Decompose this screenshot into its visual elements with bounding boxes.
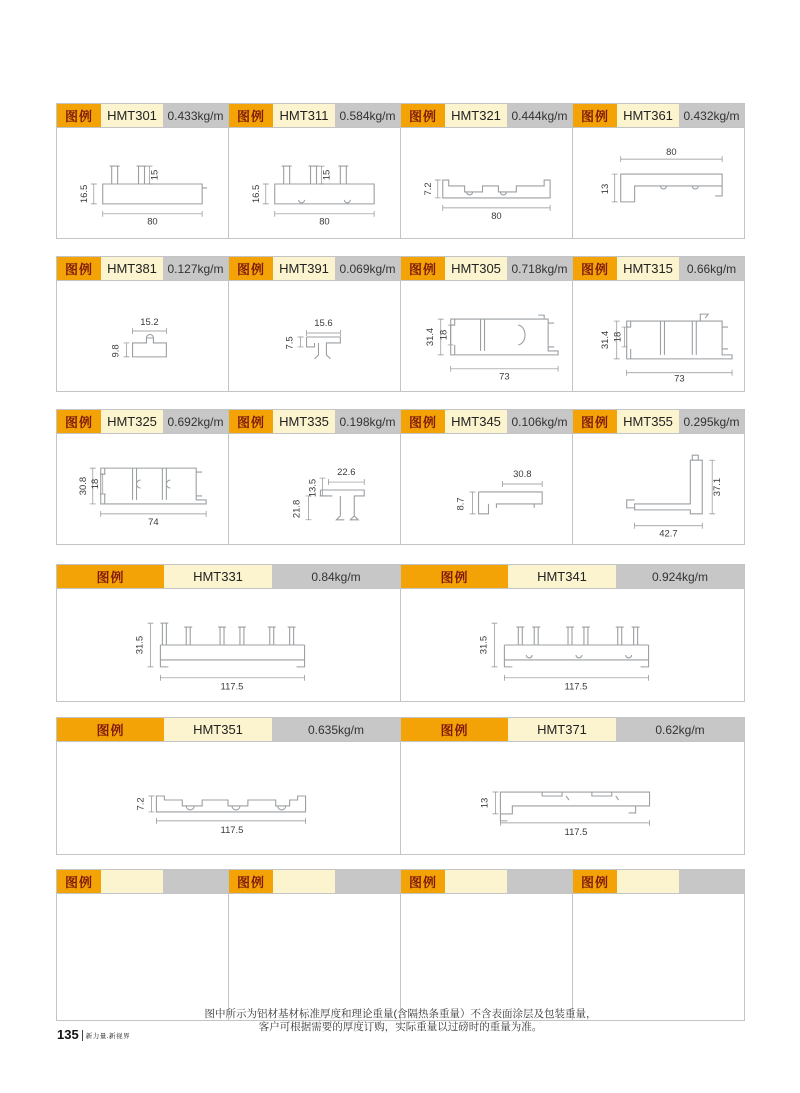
dimension-lines (91, 166, 202, 217)
profile-cell (56, 869, 229, 1021)
model-label: HMT301 (101, 104, 163, 127)
legend-badge: 图例 (57, 565, 164, 588)
profile-cell (400, 409, 573, 545)
legend-badge: 图例 (401, 104, 445, 127)
model-label: HMT371 (508, 718, 616, 741)
profile-cell (228, 409, 401, 545)
profile-cross-section (573, 128, 744, 238)
profile-cell (228, 256, 401, 392)
model-label: HMT315 (617, 257, 679, 280)
cell-header (573, 104, 744, 127)
profile-outline (156, 796, 305, 812)
model-label (617, 870, 679, 893)
dimension-label: 117.5 (220, 681, 244, 693)
profile-row (56, 717, 745, 855)
weight-label: 0.106kg/m (507, 410, 572, 433)
legend-badge: 图例 (401, 870, 445, 893)
legend-badge: 图例 (229, 410, 273, 433)
weight-label: 0.924kg/m (616, 565, 744, 588)
dimension-label: 15 (321, 169, 333, 181)
dimension-label: 31.4 (599, 330, 611, 350)
weight-label: 0.66kg/m (679, 257, 744, 280)
profile-outline (320, 490, 364, 520)
weight-label: 0.069kg/m (335, 257, 400, 280)
cell-header (401, 565, 744, 588)
legend-badge: 图例 (229, 870, 273, 893)
dimension-label: 18 (612, 331, 624, 343)
profile-cross-section (401, 281, 572, 391)
dimension-lines (90, 468, 206, 517)
cell-header (573, 870, 744, 893)
legend-badge: 图例 (401, 565, 508, 588)
weight-label: 0.692kg/m (163, 410, 228, 433)
dimension-label: 7.2 (422, 182, 434, 196)
model-label: HMT305 (445, 257, 507, 280)
dimension-lines (491, 623, 648, 681)
weight-label: 0.432kg/m (679, 104, 744, 127)
footer-note-line1: 图中所示为铝材基材标准厚度和理论重量(含隔热条重量）不含表面涂层及包装重量， (204, 1008, 597, 1020)
footer-note-line2: 客户可根据需要的厚度订购，实际重量以过磅时的重量为准。 (258, 1021, 543, 1033)
dimension-label: 13.5 (307, 478, 319, 498)
model-label (101, 870, 163, 893)
profile-drawing (401, 588, 744, 701)
profile-cell (572, 409, 745, 545)
page-bar (57, 1028, 130, 1042)
cell-header (57, 257, 228, 280)
dimension-label: 21.8 (291, 499, 303, 519)
profile-cell (56, 564, 401, 702)
profile-outline (504, 627, 648, 667)
profile-outline (621, 174, 722, 202)
profile-cross-section (401, 589, 744, 701)
weight-label: 0.584kg/m (335, 104, 400, 127)
dimension-label: 30.8 (513, 469, 532, 481)
dimension-label: 31.5 (478, 635, 490, 655)
profile-outline (307, 337, 341, 359)
profile-cell (572, 103, 745, 239)
weight-label: 0.84kg/m (272, 565, 400, 588)
dimension-lines (492, 792, 649, 826)
profile-drawing (401, 280, 572, 391)
dimension-lines (614, 321, 732, 376)
dimension-label: 15 (149, 169, 161, 181)
profile-drawing (57, 588, 400, 701)
profile-outline (627, 314, 732, 359)
profile-cross-section (401, 128, 572, 238)
dimension-lines (147, 623, 304, 681)
dimension-label: 22.6 (337, 467, 356, 479)
legend-badge: 图例 (57, 870, 101, 893)
dimension-lines (470, 481, 543, 514)
weight-label: 0.127kg/m (163, 257, 228, 280)
weight-label (335, 870, 400, 893)
profile-row (56, 564, 745, 702)
cell-header (401, 257, 572, 280)
profile-cross-section (229, 281, 400, 391)
profile-row (56, 869, 745, 1021)
model-label: HMT391 (273, 257, 335, 280)
weight-label (679, 870, 744, 893)
weight-label (507, 870, 572, 893)
profile-drawing (229, 127, 400, 238)
cell-header (229, 870, 400, 893)
dimension-label: 117.5 (564, 826, 588, 838)
legend-badge: 图例 (573, 104, 617, 127)
profile-outline (451, 315, 558, 355)
page-tagline: 新力量.新视界 (85, 1033, 131, 1040)
profile-cross-section (57, 281, 228, 391)
profile-drawing (573, 280, 744, 391)
weight-label: 0.635kg/m (272, 718, 400, 741)
dimension-lines (435, 180, 550, 211)
profile-drawing (229, 280, 400, 391)
empty-drawing-area (229, 893, 400, 1020)
page-number-divider (82, 1030, 83, 1041)
model-label: HMT361 (617, 104, 679, 127)
dimension-label: 30.8 (77, 476, 89, 496)
dimension-label: 13 (599, 183, 611, 195)
dimension-label: 8.7 (455, 497, 467, 511)
profile-drawing (401, 127, 572, 238)
profile-cross-section (57, 742, 400, 854)
cell-header (229, 257, 400, 280)
legend-badge: 图例 (229, 104, 273, 127)
model-label: HMT331 (164, 565, 272, 588)
profile-cross-section (573, 281, 744, 391)
profile-cell (572, 869, 745, 1021)
dimension-label: 80 (666, 147, 677, 159)
weight-label: 0.433kg/m (163, 104, 228, 127)
profile-cross-section (229, 128, 400, 238)
cell-header (401, 718, 744, 741)
dimension-label: 37.1 (712, 477, 724, 497)
cell-header (57, 410, 228, 433)
weight-label: 0.62kg/m (616, 718, 744, 741)
dimension-lines (635, 460, 716, 529)
cell-header (573, 257, 744, 280)
profile-cell (400, 103, 573, 239)
weight-label: 0.198kg/m (335, 410, 400, 433)
profile-outline (627, 455, 703, 514)
profile-cross-section (229, 434, 400, 544)
dimension-label: 9.8 (110, 344, 122, 358)
dimension-label: 73 (674, 373, 685, 385)
page-number: 135 (57, 1027, 79, 1042)
profile-cell (400, 717, 745, 855)
profile-outline (160, 623, 304, 667)
dimension-label: 16.5 (78, 184, 90, 204)
cell-header (229, 410, 400, 433)
cell-header (401, 104, 572, 127)
profile-cell (228, 869, 401, 1021)
dimension-label: 13 (479, 797, 491, 809)
weight-label: 0.718kg/m (507, 257, 572, 280)
profile-cross-section (57, 128, 228, 238)
model-label: HMT321 (445, 104, 507, 127)
dimension-label: 7.5 (284, 336, 296, 350)
profile-row (56, 256, 745, 392)
dimension-label: 117.5 (564, 681, 588, 693)
legend-badge: 图例 (401, 410, 445, 433)
profile-cross-section (573, 434, 744, 544)
cell-header (57, 718, 400, 741)
profile-drawing (229, 433, 400, 544)
dimension-label: 74 (148, 516, 159, 528)
cell-header (57, 104, 228, 127)
dimension-label: 80 (147, 216, 158, 228)
dimension-label: 18 (438, 329, 450, 341)
legend-badge: 图例 (401, 718, 508, 741)
profile-row (56, 409, 745, 545)
profile-drawing (57, 741, 400, 854)
cell-header (57, 870, 228, 893)
empty-drawing-area (57, 893, 228, 1020)
profile-outline (101, 468, 206, 504)
dimension-lines (612, 156, 722, 202)
dimension-label: 31.4 (424, 327, 436, 347)
cell-header (401, 410, 572, 433)
legend-badge: 图例 (57, 104, 101, 127)
model-label: HMT355 (617, 410, 679, 433)
dimension-label: 42.7 (659, 528, 678, 540)
legend-badge: 图例 (229, 257, 273, 280)
cell-header (57, 565, 400, 588)
profile-outline (443, 180, 550, 198)
profile-drawing (573, 433, 744, 544)
profile-cell (56, 717, 401, 855)
dimension-label: 15.2 (140, 317, 159, 329)
profile-drawing (57, 433, 228, 544)
profile-outline (500, 792, 649, 821)
weight-label: 0.444kg/m (507, 104, 572, 127)
dimension-label: 80 (319, 216, 330, 228)
model-label: HMT345 (445, 410, 507, 433)
model-label: HMT335 (273, 410, 335, 433)
dimension-label: 80 (491, 210, 502, 222)
dimension-label: 15.6 (314, 318, 333, 330)
profile-cross-section (57, 434, 228, 544)
legend-badge: 图例 (57, 718, 164, 741)
profile-cell (400, 256, 573, 392)
profile-drawing (401, 741, 744, 854)
profile-cell (56, 409, 229, 545)
dimension-lines (438, 319, 558, 372)
legend-badge: 图例 (57, 257, 101, 280)
legend-badge: 图例 (573, 257, 617, 280)
profile-outline (133, 335, 167, 357)
dimension-label: 117.5 (220, 824, 244, 836)
profile-cell (228, 103, 401, 239)
footer-note (56, 1008, 745, 1034)
profile-drawing (401, 433, 572, 544)
profile-drawing (57, 280, 228, 391)
dimension-label: 18 (89, 478, 101, 490)
dimension-label: 31.5 (134, 635, 146, 655)
profile-cell (572, 256, 745, 392)
cell-header (401, 870, 572, 893)
dimension-label: 73 (499, 371, 510, 383)
dimension-label: 16.5 (250, 184, 262, 204)
model-label (273, 870, 335, 893)
legend-badge: 图例 (401, 257, 445, 280)
profile-cell (400, 869, 573, 1021)
weight-label: 0.295kg/m (679, 410, 744, 433)
dimension-label: 7.2 (135, 797, 147, 811)
cell-header (573, 410, 744, 433)
empty-drawing-area (401, 893, 572, 1020)
legend-badge: 图例 (57, 410, 101, 433)
profile-cell (56, 256, 229, 392)
profile-row (56, 103, 745, 239)
weight-label (163, 870, 228, 893)
model-label: HMT351 (164, 718, 272, 741)
profile-drawing (57, 127, 228, 238)
model-label: HMT325 (101, 410, 163, 433)
legend-badge: 图例 (573, 410, 617, 433)
model-label: HMT381 (101, 257, 163, 280)
cell-header (229, 104, 400, 127)
profile-outline (479, 492, 543, 514)
empty-drawing-area (573, 893, 744, 1020)
profile-drawing (573, 127, 744, 238)
model-label: HMT311 (273, 104, 335, 127)
model-label: HMT341 (508, 565, 616, 588)
profile-cross-section (401, 742, 744, 854)
profile-cross-section (57, 589, 400, 701)
profile-cross-section (401, 434, 572, 544)
profile-cell (400, 564, 745, 702)
dimension-lines (263, 166, 374, 217)
legend-badge: 图例 (573, 870, 617, 893)
profile-cell (56, 103, 229, 239)
model-label (445, 870, 507, 893)
profile-table (56, 103, 745, 1021)
